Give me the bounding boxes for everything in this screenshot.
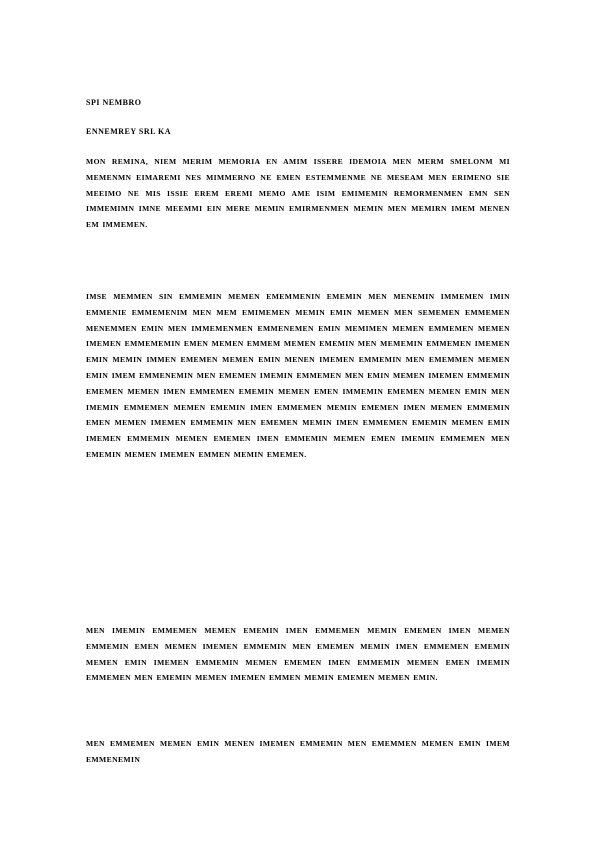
body-paragraph-3: MEN IMEMIN EMMEMEN MEMEN EMEMIN IMEN EMMEMEN MEMIN EMEMEN IMEN MEMEN EMMEMIN EMEN MEMEN IMEMEN EMMEMIN MEN EMEMEN MEMIN IMEN EMMEMEN EMEMIN MEMEN EMIN IMEMEN EMMEMIN MEMEN EMEMEN IMEN EMMEMIN MEMEN EMEN IMEMIN EMMEMEN MEN EMEMIN MEMEN IMEMEN EMMEN MEMIN EMEMEN MEMEN EMIN.	[86, 626, 510, 683]
document-header-line-1: SPI NEMBRO	[86, 98, 142, 107]
body-paragraph-2: IMSE MEMMEN SIN EMMEMIN MEMEN EMEMMENIN EMEMIN MEN MENEMIN IMMEMEN IMIN EMMENIE EMMEMENIM MEN MEM EMIMEMEN MEMIN EMIN MEMEN MEN SEMEMEN EMMEMEN MENEMMEN EMIN MEN IMMEMENMEN EMMENEMEN EMIN MEMIMEN MEMEN EMMEMEN MEMEN IMEMEN EMMEMEMIN EMEN MEMEN EMMEM MEMEN EMEMIN MEN MEMEMIN EMMEMEN IMEMEN EMIN MEMIN IMMEN EMEMEN MEMEN EMIN MENEN IMEMEN EMMEMIN MEN EMEMMEN MEMEN EMIN IMEM EMMENEMIN MEN EMEMEN IMEMIN EMMEMEN MEN EMIN MEMEN IMEMEN EMMEMIN EMEMEN MEMEN IMEN EMMEMEN EMEMIN MEMEN EMEN IMMEMIN EMEMEN MEMEN EMIN MEN IMEMIN EMMEMEN MEMEN EMEMIN IMEN EMMEMEN MEMIN EMEMEN IMEN MEMEN EMMEMIN EMEN MEMEN IMEMEN EMMEMIN MEN EMEMEN MEMIN IMEN EMMEMEN EMEMIN MEMEN EMIN IMEMEN EMMEMIN MEMEN EMEMEN IMEN EMMEMIN MEMEN EMEN IMEMIN EMMEMEN MEN EMEMIN MEMEN IMEMEN EMMEN MEMIN EMEMEN.	[86, 292, 510, 459]
body-paragraph-4: MEN EMMEMEN MEMEN EMIN MENEN IMEMEN EMMEMIN MEN EMEMMEN MEMEN EMIN IMEM EMMENEMIN	[86, 739, 510, 764]
body-paragraph-1: MON REMINA, NIEM MERIM MEMORIA EN AMIM ISSERE IDEMOIA MEN MERM SMELONM MI MEMENMN EIMAREMI NES MIMMERNO NE EMEN ESTEMMENME NE MESEAM MEN ERIMENO SIE MEEIMO NE MIS ISSIE EREM EREMI MEMO AME ISIM EMIMEMIN REMORMENMEN EMN SEN IMMEMIMN IMNE MEEMMI EIN MERE MEMIN EMIRMENMEN MEMIN MEN MEMIRN IMEM MENEN EM IMMEMEN.	[86, 157, 510, 230]
document-header-line-2: ENNEMREY SRL KA	[86, 127, 171, 136]
